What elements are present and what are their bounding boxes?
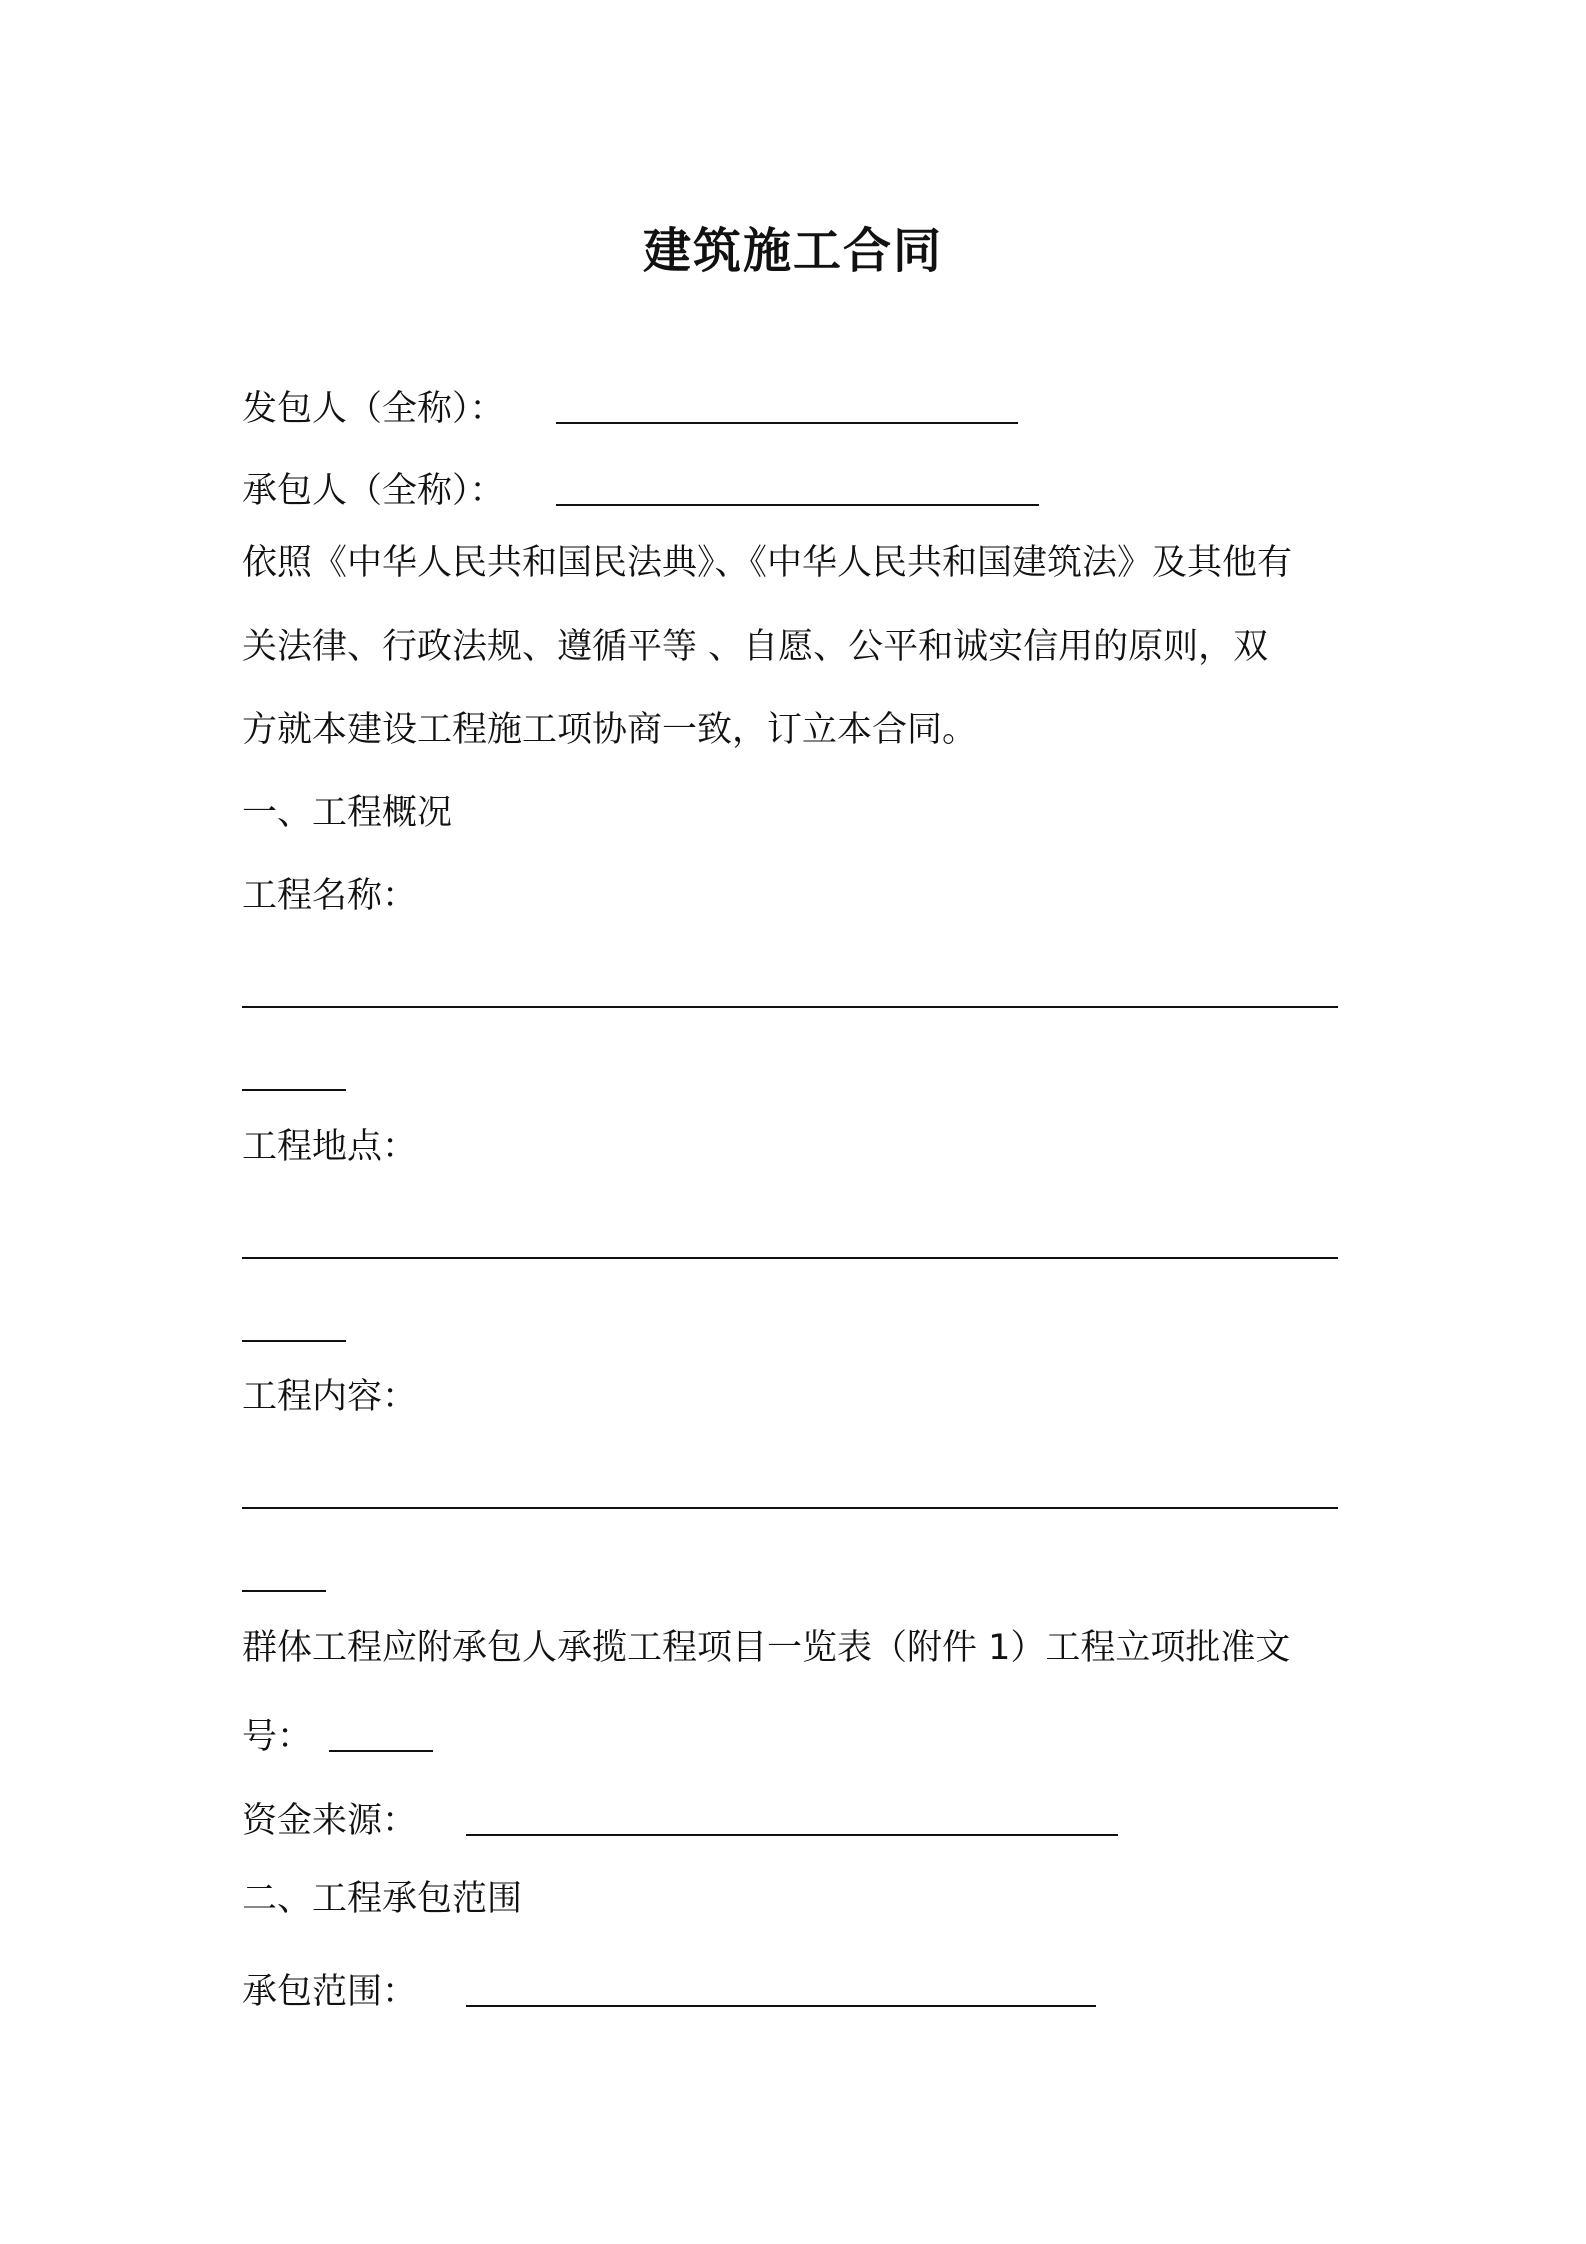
section1-heading: 一、工程概况 bbox=[242, 793, 453, 833]
project-name-blank[interactable] bbox=[242, 970, 1338, 1008]
project-content-blank[interactable] bbox=[242, 1471, 1338, 1509]
approval-number-row bbox=[242, 1710, 433, 1759]
project-content-blank-tail[interactable] bbox=[242, 1554, 326, 1592]
project-location-blank-tail[interactable] bbox=[242, 1304, 346, 1342]
contractor-row bbox=[242, 464, 1039, 513]
project-location-blank-row-2 bbox=[242, 1300, 346, 1349]
contractor-label: 承包人（全称）： bbox=[242, 471, 505, 511]
approval-number-blank[interactable] bbox=[329, 1714, 433, 1752]
project-content-blank-row bbox=[242, 1467, 1338, 1516]
scope-label: 承包范围： bbox=[242, 1972, 418, 2012]
preamble-line-3: 方就本建设工程施工项协商一致，订立本合同。 bbox=[242, 710, 978, 750]
contractor-blank[interactable] bbox=[556, 468, 1039, 506]
document-title: 建筑施工合同 bbox=[642, 223, 943, 279]
funding-source-label: 资金来源： bbox=[242, 1801, 418, 1841]
project-name-blank-tail[interactable] bbox=[242, 1053, 346, 1091]
scope-blank[interactable] bbox=[466, 1969, 1096, 2007]
project-location-blank-row bbox=[242, 1217, 1338, 1266]
project-location-blank[interactable] bbox=[242, 1221, 1338, 1259]
project-name-blank-row bbox=[242, 966, 1338, 1015]
approval-number-label: 号： bbox=[242, 1717, 313, 1757]
preamble-line-1: 依照《中华人民共和国民法典》、《中华人民共和国建筑法》及其他有 bbox=[242, 543, 1293, 583]
project-location-label: 工程地点： bbox=[242, 1127, 418, 1167]
project-content-blank-row-2 bbox=[242, 1550, 326, 1599]
project-name-label: 工程名称： bbox=[242, 876, 418, 916]
employer-blank[interactable] bbox=[556, 386, 1018, 424]
section2-heading: 二、工程承包范围 bbox=[242, 1879, 523, 1919]
group-project-line-1: 群体工程应附承包人承揽工程项目一览表（附件 1）工程立项批准文 bbox=[242, 1628, 1291, 1668]
funding-source-row bbox=[242, 1794, 1118, 1843]
scope-row bbox=[242, 1965, 1096, 2014]
project-content-label: 工程内容： bbox=[242, 1377, 418, 1417]
employer-label: 发包人（全称）： bbox=[242, 389, 505, 429]
preamble-line-2: 关法律、行政法规、遵循平等 、自愿、公平和诚实信用的原则，双 bbox=[242, 627, 1269, 667]
funding-source-blank[interactable] bbox=[466, 1798, 1118, 1836]
employer-row bbox=[242, 382, 1018, 431]
project-name-blank-row-2 bbox=[242, 1049, 346, 1098]
